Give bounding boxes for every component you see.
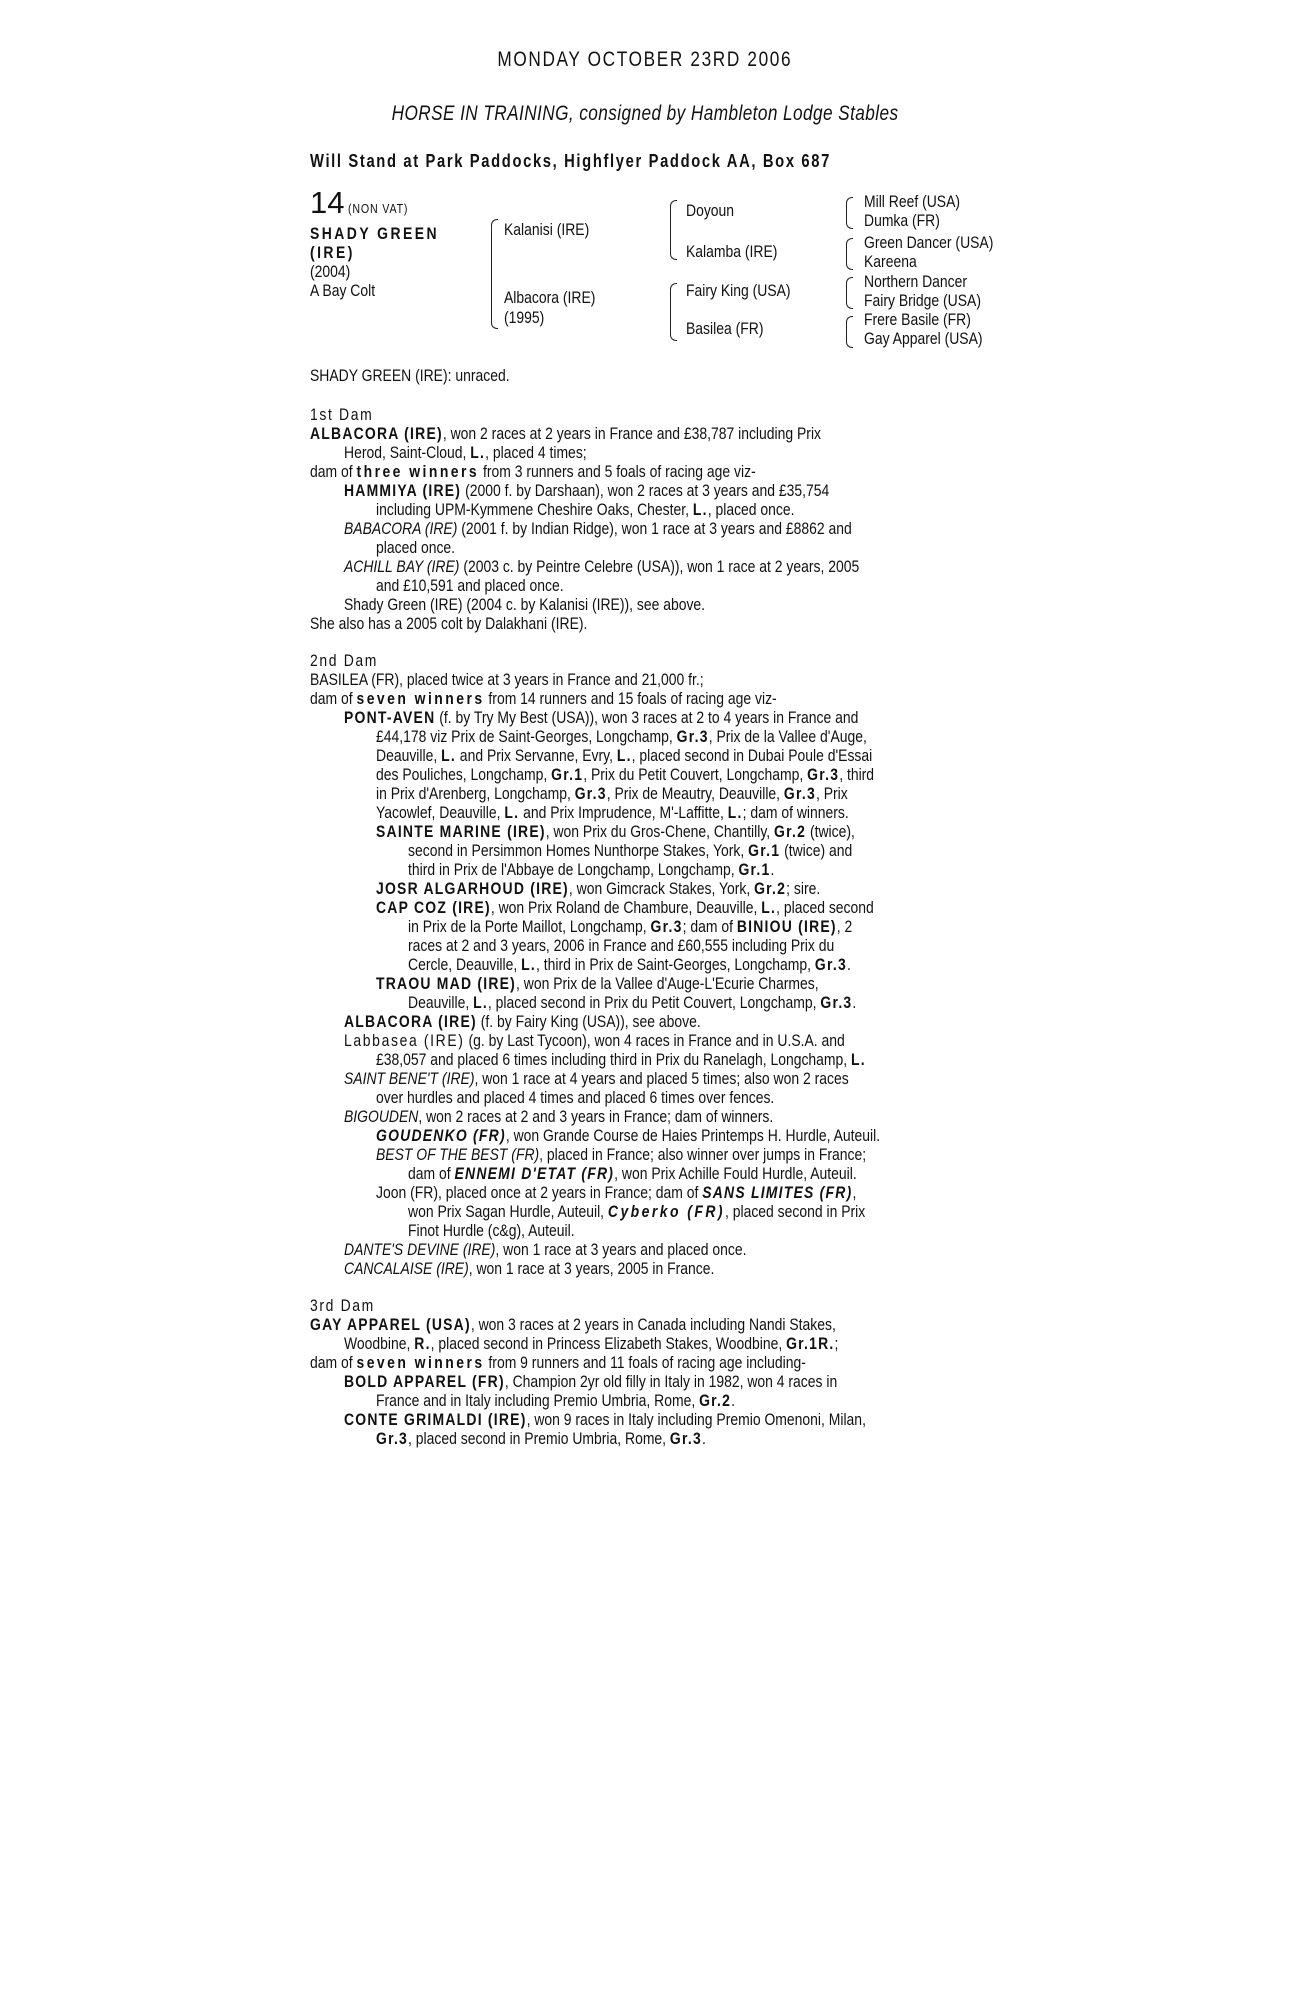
produce-name: SAINT BENE'T (IRE) (344, 1069, 475, 1088)
section-heading: 3rd Dam (310, 1296, 375, 1315)
sale-date: MONDAY OCTOBER 23RD 2006 (497, 48, 793, 71)
pedigree-brace (670, 200, 677, 260)
first-dam-section: 1st Dam ALBACORA (IRE), won 2 races at 2 years in France and £38,787 including Prix Herod, Saint-Cloud, L., placed 4 times; dam of three winners from 3 runners and 5 foals of racing age viz- HAMMIYA (IRE) (2000 f. by Darshaan), won 2 races at 3 years and £35,754 including UPM-Kymmene Cheshire Oaks, Chester, L., placed once. BABACORA (IRE) (2001 f. by Indian Ridge), won 1 race at 3 years and £8862 and placed once. ACHILL BAY (IRE) (2003 c. by Peintre Celebre (USA)), won 1 race at 2 years, 2005 and £10,591 and placed once. Shady Green (IRE) (2004 c. by Kalanisi (IRE)), see above. She also has a 2005 colt by Dalakhani (IRE). (310, 405, 1010, 633)
produce-name: ACHILL BAY (IRE) (344, 557, 460, 576)
pedigree-g3-3: Green Dancer (USA) (864, 233, 994, 252)
horse-name: SHADY GREEN (310, 224, 440, 243)
pedigree-sire-dam: Kalamba (IRE) (686, 242, 778, 261)
produce-name: DANTE'S DEVINE (IRE) (344, 1240, 496, 1259)
horse-suffix: (IRE) (310, 243, 355, 262)
consignment-line: HORSE IN TRAINING, consigned by Hambleton Lodge Stables (391, 102, 899, 125)
produce-name: SAINTE MARINE (IRE) (376, 822, 546, 841)
produce-name: BOLD APPAREL (FR) (344, 1372, 505, 1391)
produce-name: CANCALAISE (IRE) (344, 1259, 469, 1278)
pedigree-sire: Kalanisi (IRE) (504, 220, 590, 239)
pedigree-dam-sire: Fairy King (USA) (686, 281, 791, 300)
lot-info (310, 185, 467, 300)
produce-name: HAMMIYA (IRE) (344, 481, 462, 500)
produce-name: ALBACORA (IRE) (344, 1012, 477, 1031)
stand-location: Will Stand at Park Paddocks, Highflyer Paddock AA, Box 687 (310, 151, 831, 171)
produce-name: CONTE GRIMALDI (IRE) (344, 1410, 527, 1429)
produce-name: BABACORA (IRE) (344, 519, 458, 538)
pedigree-dam-dam: Basilea (FR) (686, 319, 764, 338)
pedigree-brace (670, 283, 677, 341)
produce-name: BIGOUDEN (344, 1107, 419, 1126)
lot-number: 14 (310, 185, 345, 220)
produce-name: TRAOU MAD (IRE) (376, 974, 517, 993)
produce-name: CAP COZ (IRE) (376, 898, 491, 917)
pedigree-sire-sire: Doyoun (686, 201, 735, 220)
pedigree-brace (846, 316, 853, 348)
produce-name: JOSR ALGARHOUD (IRE) (376, 879, 569, 898)
third-dam-section: 3rd Dam GAY APPAREL (USA), won 3 races at 2 years in Canada including Nandi Stakes, Woodbine, R., placed second in Princess Elizabeth Stakes, Woodbine, Gr.1R.; dam of seven winners from 9 runners and 11 foals of racing age including- BOLD APPAREL (FR), Champion 2yr old filly in Italy in 1982, won 4 races in France and in Italy including Premio Umbria, Rome, Gr.2. CONTE GRIMALDI (IRE), won 9 races in Italy including Premio Omenoni, Milan, Gr.3, placed second in Premio Umbria, Rome, Gr.3. (310, 1296, 1010, 1448)
pedigree-g3-2: Dumka (FR) (864, 211, 940, 230)
pedigree-dam: Albacora (IRE) (504, 288, 596, 307)
pedigree-g3-8: Gay Apparel (USA) (864, 329, 983, 348)
pedigree-brace (846, 277, 853, 309)
produce-name: PONT-AVEN (344, 708, 436, 727)
horse-description: A Bay Colt (310, 281, 376, 300)
dam-name: GAY APPAREL (USA) (310, 1315, 471, 1334)
pedigree-g3-7: Frere Basile (FR) (864, 310, 971, 329)
race-summary: SHADY GREEN (IRE): unraced. (310, 366, 510, 385)
second-dam-section: 2nd Dam BASILEA (FR), placed twice at 3 years in France and 21,000 fr.; dam of seven winners from 14 runners and 15 foals of racing age viz- PONT-AVEN (f. by Try My Best (USA)), won 3 races at 2 to 4 years in France and £44,178 viz Prix de Saint-Georges, Longchamp, Gr.3, Prix de la Vallee d'Auge, Deauville, L. and Prix Servanne, Evry, L., placed second in Dubai Poule d'Essai des Pouliches, Longchamp, Gr.1, Prix du Petit Couvert, Longchamp, Gr.3, third in Prix d'Arenberg, Longchamp, Gr.3, Prix de Meautry, Deauville, Gr.3, Prix Yacowlef, Deauville, L. and Prix Imprudence, M'-Laffitte, L.; dam of winners. SAINTE MARINE (IRE), won Prix du Gros-Chene, Chantilly, Gr.2 (twice), second in Persimmon Homes Nunthorpe Stakes, York, Gr.1 (twice) and third in Prix de l'Abbaye de Longchamp, Longchamp, Gr.1. JOSR ALGARHOUD (IRE), won Gimcrack Stakes, York, Gr.2; sire. CAP COZ (IRE), won Prix Roland de Chambure, Deauville, L., placed second in Prix de la Porte Maillot, Longchamp, Gr.3; dam of BINIOU (IRE), 2 races at 2 and 3 years, 2006 in France and £60,555 including Prix du Cercle, Deauville, L., third in Prix de Saint-Georges, Longchamp, Gr.3. TRAOU MAD (IRE), won Prix de la Vallee d'Auge-L'Ecurie Charmes, Deauville, L., placed second in Prix du Petit Couvert, Longchamp, Gr.3. ALBACORA (IRE) (f. by Fairy King (USA)), see above. Labbasea (IRE) (g. by Last Tycoon), won 4 races in France and in U.S.A. and £38,057 and placed 6 times including third in Prix du Ranelagh, Longchamp, L. SAINT BENE'T (IRE), won 1 race at 4 years and placed 5 times; also won 2 races over hurdles and placed 4 times and placed 6 times over fences. BIGOUDEN, won 2 races at 2 and 3 years in France; dam of winners. GOUDENKO (FR), won Grande Course de Haies Printemps H. Hurdle, Auteuil. BEST OF THE BEST (FR), placed in France; also winner over jumps in France; dam of ENNEMI D'ETAT (FR), won Prix Achille Fould Hurdle, Auteuil. Joon (FR), placed once at 2 years in France; dam of SANS LIMITES (FR), won Prix Sagan Hurdle, Auteuil, Cyberko (FR), placed second in Prix Finot Hurdle (c&g), Auteuil. DANTE'S DEVINE (IRE), won 1 race at 3 years and placed once. CANCALAISE (IRE), won 1 race at 3 years, 2005 in France. (310, 651, 1010, 1278)
vat-status: (NON VAT) (348, 201, 409, 216)
pedigree-g3-1: Mill Reef (USA) (864, 192, 961, 211)
dam-name: ALBACORA (IRE) (310, 424, 443, 443)
section-heading: 1st Dam (310, 405, 374, 424)
pedigree-dam-year: (1995) (504, 308, 545, 327)
pedigree-g3-5: Northern Dancer (864, 272, 968, 291)
pedigree-brace (491, 219, 498, 329)
pedigree-g3-6: Fairy Bridge (USA) (864, 291, 981, 310)
pedigree-g3-4: Kareena (864, 252, 917, 271)
foaling-year: (2004) (310, 262, 351, 281)
pedigree-brace (846, 197, 853, 229)
produce-name: BEST OF THE BEST (FR) (376, 1145, 540, 1164)
section-heading: 2nd Dam (310, 651, 379, 670)
produce-name: Labbasea (IRE) (344, 1031, 465, 1050)
produce-name: GOUDENKO (FR) (376, 1126, 506, 1145)
pedigree-brace (846, 238, 853, 270)
